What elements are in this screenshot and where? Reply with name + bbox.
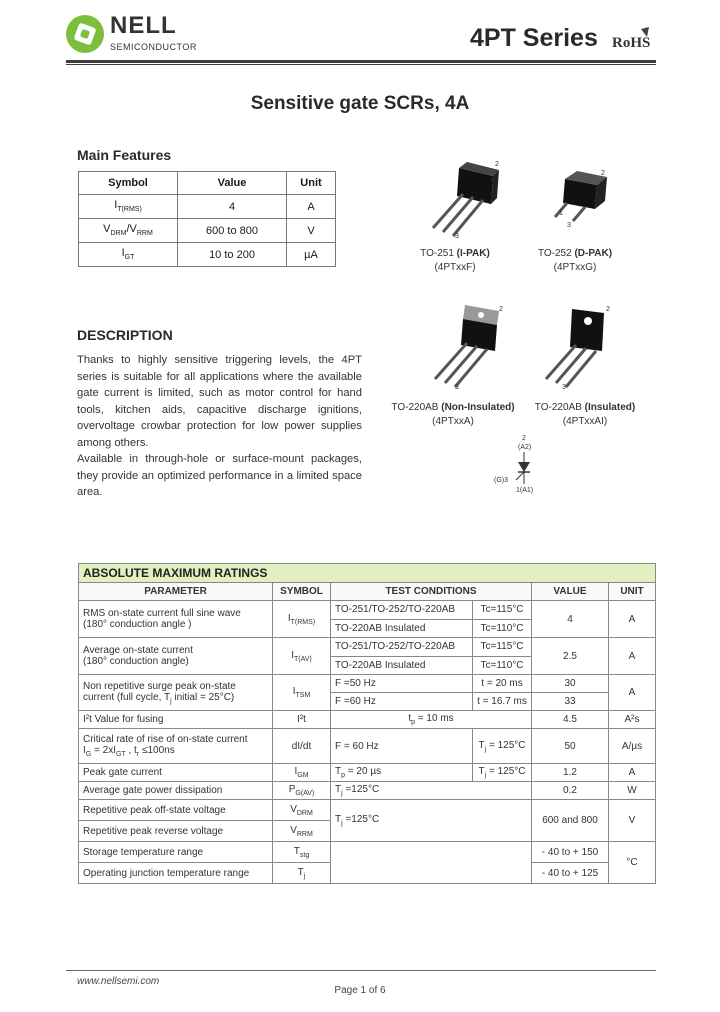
- symbol-cell: $I_{T(RMS)}$: [79, 195, 178, 219]
- main-features-heading: Main Features: [77, 147, 172, 163]
- table-header-row: [79, 172, 336, 195]
- col-symbol: SYMBOL: [273, 583, 331, 601]
- svg-text:3: 3: [562, 384, 566, 391]
- svg-text:2: 2: [601, 170, 605, 177]
- svg-text:3: 3: [567, 222, 571, 229]
- col-parameter: PARAMETER: [79, 583, 273, 601]
- table-row: [79, 195, 336, 219]
- description-paragraph: Thanks to highly sensitive triggering levels, the 4PT series is suitable for all applications where the available gate current is limited, such as motor control for hand tools, kitchen aids, capacitive discharge ignitions, overvoltage crowbar protection for low power supplies among others.: [77, 354, 362, 449]
- footer-rule: [66, 970, 656, 971]
- to252-label: TO-252 (D-PAK) (4PTxxG): [537, 248, 613, 273]
- description-paragraph: Available in through-hole or surface-mount packages, they provide an optimized performance in a limited space area.: [77, 453, 362, 498]
- table-row: Operating junction temperature range $T_j$ - 40 to + 125: [79, 863, 656, 884]
- description-heading: DESCRIPTION: [77, 327, 173, 343]
- value-cell: 4: [178, 195, 287, 219]
- description-text: [77, 352, 362, 501]
- brand-subtitle: SEMICONDUCTOR: [110, 42, 197, 52]
- unit-cell: V: [287, 219, 336, 243]
- anode-label: (A2): [518, 444, 532, 451]
- ratings-title: ABSOLUTE MAXIMUM RATINGS: [79, 564, 656, 583]
- svg-text:2: 2: [495, 161, 499, 168]
- brand-name: NELL: [110, 12, 177, 39]
- page-number: Page 1 of 6: [334, 985, 386, 996]
- to251-package-image: [425, 158, 510, 240]
- table-header-row: [79, 583, 656, 601]
- header-rule-thin: [66, 64, 656, 65]
- col-value: VALUE: [532, 583, 609, 601]
- table-row: [79, 219, 336, 243]
- table-row: TO-220AB Insulated Tc=110°C: [79, 619, 656, 638]
- table-row: Critical rate of rise of on-state current $I_G = 2xI_{GT}$ , $t_r \le 100ns$ dI/dt F = 60 Hz $T_j = 125^\circ C$ 50 A/µs: [79, 729, 656, 764]
- scr-symbol-diagram: [490, 432, 550, 494]
- to220ab-package-image: [425, 303, 515, 391]
- header-rule: [66, 60, 656, 63]
- to220ab-label: TO-220AB (Non-Insulated) (4PTxxA): [391, 402, 515, 427]
- document-title: Sensitive gate SCRs, 4A: [250, 93, 470, 114]
- rohs-logo: [611, 27, 651, 51]
- svg-text:1: 1: [559, 210, 563, 217]
- table-row: F =60 Hz t = 16.7 ms 33: [79, 693, 656, 711]
- absolute-maximum-ratings-table: [78, 563, 656, 884]
- rohs-text: RoHS: [612, 35, 651, 51]
- unit-cell: A: [287, 195, 336, 219]
- table-row: RMS on-state current full sine wave (180° conduction angle ) $I_{T(RMS)}$ TO-251/TO-252/TO-220AB Tc=115°C 4 A: [79, 601, 656, 620]
- main-features-table: [78, 171, 336, 267]
- table-row: Peak gate current $I_{GM}$ $T_p = 20$ µs $T_j = 125^\circ C$ 1.2 A: [79, 764, 656, 782]
- cathode-label: 1(A1): [516, 487, 534, 494]
- table-row: Repetitive peak reverse voltage $V_{RRM}$: [79, 821, 656, 842]
- to220ab-insulated-label: TO-220AB (Insulated) (4PTxxAI): [534, 402, 636, 427]
- col-test-conditions: TEST CONDITIONS: [331, 583, 532, 601]
- footer-url[interactable]: www.nellsemi.com: [77, 976, 160, 987]
- table-row: I²t Value for fusing I²t $t_p = 10$ ms 4.5 A²s: [79, 711, 656, 729]
- table-row: Average on-state current (180° conduction angle) $I_{T(AV)}$ TO-251/TO-252/TO-220AB Tc=115°C 2.5 A: [79, 638, 656, 657]
- table-row: [79, 243, 336, 267]
- value-cell: 10 to 200: [178, 243, 287, 267]
- gate-label: (G)3: [494, 477, 508, 484]
- col-unit: UNIT: [609, 583, 656, 601]
- table-row: TO-220AB Insulated Tc=110°C: [79, 656, 656, 675]
- col-symbol: Symbol: [79, 172, 178, 195]
- series-title: 4PT Series: [470, 24, 598, 52]
- anode-pin: 2: [522, 435, 526, 442]
- table-row: Average gate power dissipation $P_{G(AV)}$ $T_j =125^\circ C$ 0.2 W: [79, 782, 656, 800]
- table-row: Storage temperature range $T_{stg}$ - 40 to + 150 °C: [79, 842, 656, 863]
- col-value: Value: [178, 172, 287, 195]
- table-row: Non repetitive surge peak on-state current (full cycle, $T_j$ initial = 25°C) $I_{TSM}$ F =50 Hz t = 20 ms 30 A: [79, 675, 656, 693]
- to251-label: TO-251 (I-PAK) (4PTxxF): [420, 248, 490, 273]
- svg-text:2: 2: [499, 306, 503, 313]
- symbol-cell: $V_{DRM}/V_{RRM}$: [79, 219, 178, 243]
- svg-text:2: 2: [606, 306, 610, 313]
- value-cell: 600 to 800: [178, 219, 287, 243]
- symbol-cell: $I_{GT}$: [79, 243, 178, 267]
- to220ab-insulated-package-image: [540, 303, 630, 391]
- svg-text:3: 3: [455, 384, 459, 391]
- col-unit: Unit: [287, 172, 336, 195]
- to252-package-image: [545, 165, 615, 230]
- unit-cell: µA: [287, 243, 336, 267]
- table-row: Repetitive peak off-state voltage $V_{DRM}$ $T_j =125^\circ C$ 600 and 800 V: [79, 800, 656, 821]
- svg-text:3: 3: [455, 233, 459, 240]
